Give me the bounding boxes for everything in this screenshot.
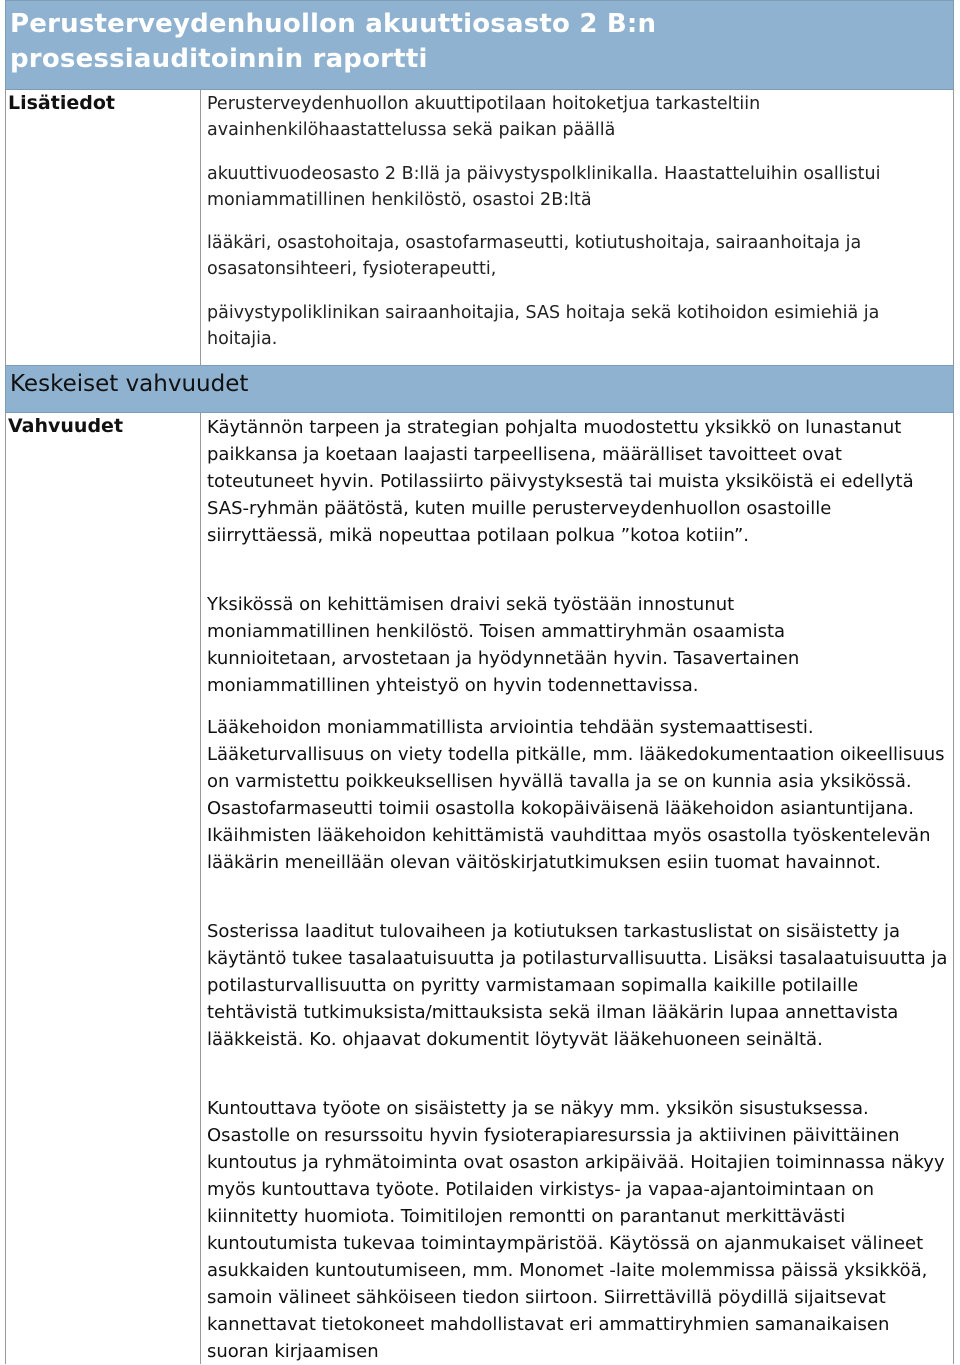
lisatiedot-paragraph: Perusterveydenhuollon akuuttipotilaan hoitoketjua tarkasteltiin avainhenkilöhaastattelussa sekä paikan päällä (207, 94, 761, 140)
vahvuudet-paragraph: Yksikössä on kehittämisen draivi sekä työstään innostunut moniammatillinen henkilöstö. Toisen ammattiryhmän osaamista kunnioitetaan, arvostetaan ja hyödynnetään hyvin. Tasavertainen moniammatillinen yhteistyö on hyvin todennettavissa. (207, 594, 800, 696)
lisatiedot-paragraph: päivystypoliklinikan sairaanhoitajia, SAS hoitaja sekä kotihoidon esimiehiä ja hoitajia. (207, 303, 880, 349)
section-header (5, 365, 954, 413)
column-divider-2 (200, 413, 201, 1364)
lisatiedot-label: Lisätiedot (8, 92, 115, 114)
vahvuudet-label: Vahvuudet (8, 415, 124, 437)
document-header (5, 0, 954, 90)
document-title: Perusterveydenhuollon akuuttiosasto 2 B:n prosessiauditoinnin raportti (10, 9, 657, 74)
vahvuudet-paragraph: Sosterissa laaditut tulovaiheen ja kotiutuksen tarkastuslistat on sisäistetty ja käytäntö tukee tasalaatuisuutta ja potilasturvallisuutta. Lisäksi tasalaatuisuutta ja potilasturvallisuutta on pyritty varmistamaan sopimalla kaikille potilaille tehtävistä tutkimuksista/mittauksista sekä ilman lääkärin lupaa annettavista lääkkeistä. Ko. ohjaavat dokumentit löytyvät lääkehuoneen seinältä. (207, 921, 948, 1050)
vahvuudet-paragraph: Käytännön tarpeen ja strategian pohjalta muodostettu yksikkö on lunastanut paikkansa ja koetaan laajasti tarpeellisena, määrälliset tavoitteet ovat toteutuneet hyvin. Potilassiirto päivystyksestä tai muista yksiköistä ei edellytä SAS-ryhmän päätöstä, kuten muille perusterveydenhuollon osastoille siirryttäessä, mikä nopeuttaa potilaan polkua ”kotoa kotiin”. (207, 417, 914, 546)
vahvuudet-paragraph: Lääkehoidon moniammatillista arviointia tehdään systemaattisesti. Lääketurvallisuus on viety todella pitkälle, mm. lääkedokumentaation oikeellisuus on varmistettu poikkeuksellisen hyvällä tavalla ja se on kunnia asia yksikössä. Osastofarmaseutti toimii osastolla kokopäiväisenä lääkehoidon asiantuntijana. Ikäihmisten lääkehoidon kehittämistä vauhdittaa myös osastolla työskentelevän lääkärin meneillään olevan väitöskirjatutkimuksen esiin tuomat havainnot. (207, 717, 945, 873)
column-divider (200, 90, 201, 365)
lisatiedot-paragraph: akuuttivuodeosasto 2 B:llä ja päivystyspolklinikalla. Haastatteluihin osallistui moniammatillinen henkilöstö, osastoi 2B:ltä (207, 164, 881, 210)
vahvuudet-paragraph: Kuntouttava työote on sisäistetty ja se näkyy mm. yksikön sisustuksessa. Osastolle on resurssoitu hyvin fysioterapiaresurssia ja aktiivinen päivittäinen kuntoutus ja ryhmätoiminta ovat osaston arkipäivää. Hoitajien toiminnassa näkyy myös kuntouttava työote. Potilaiden virkistys- ja vapaa-ajantoimintaan on kiinnitetty huomiota. Toimitilojen remontti on parantanut merkittävästi kuntoutumista tukevaa toimintaympäristöä. Käytössä on ajanmukaiset välineet asukkaiden kuntoutumiseen, mm. Monomet -laite molemmissa päissä yksikköä, samoin välineet sähköiseen tiedon siirtoon. Siirrettävillä pöydillä sijaitsevat kannettavat tietokoneet mahdollistavat eri ammattiryhmien samanaikaisen suoran kirjaamisen (207, 1098, 945, 1362)
lisatiedot-paragraph: lääkäri, osastohoitaja, osastofarmaseutti, kotiutushoitaja, sairaanhoitaja ja osasatonsihteeri, fysioterapeutti, (207, 233, 862, 279)
section-title: Keskeiset vahvuudet (10, 371, 249, 397)
table-left-border (5, 90, 6, 1364)
